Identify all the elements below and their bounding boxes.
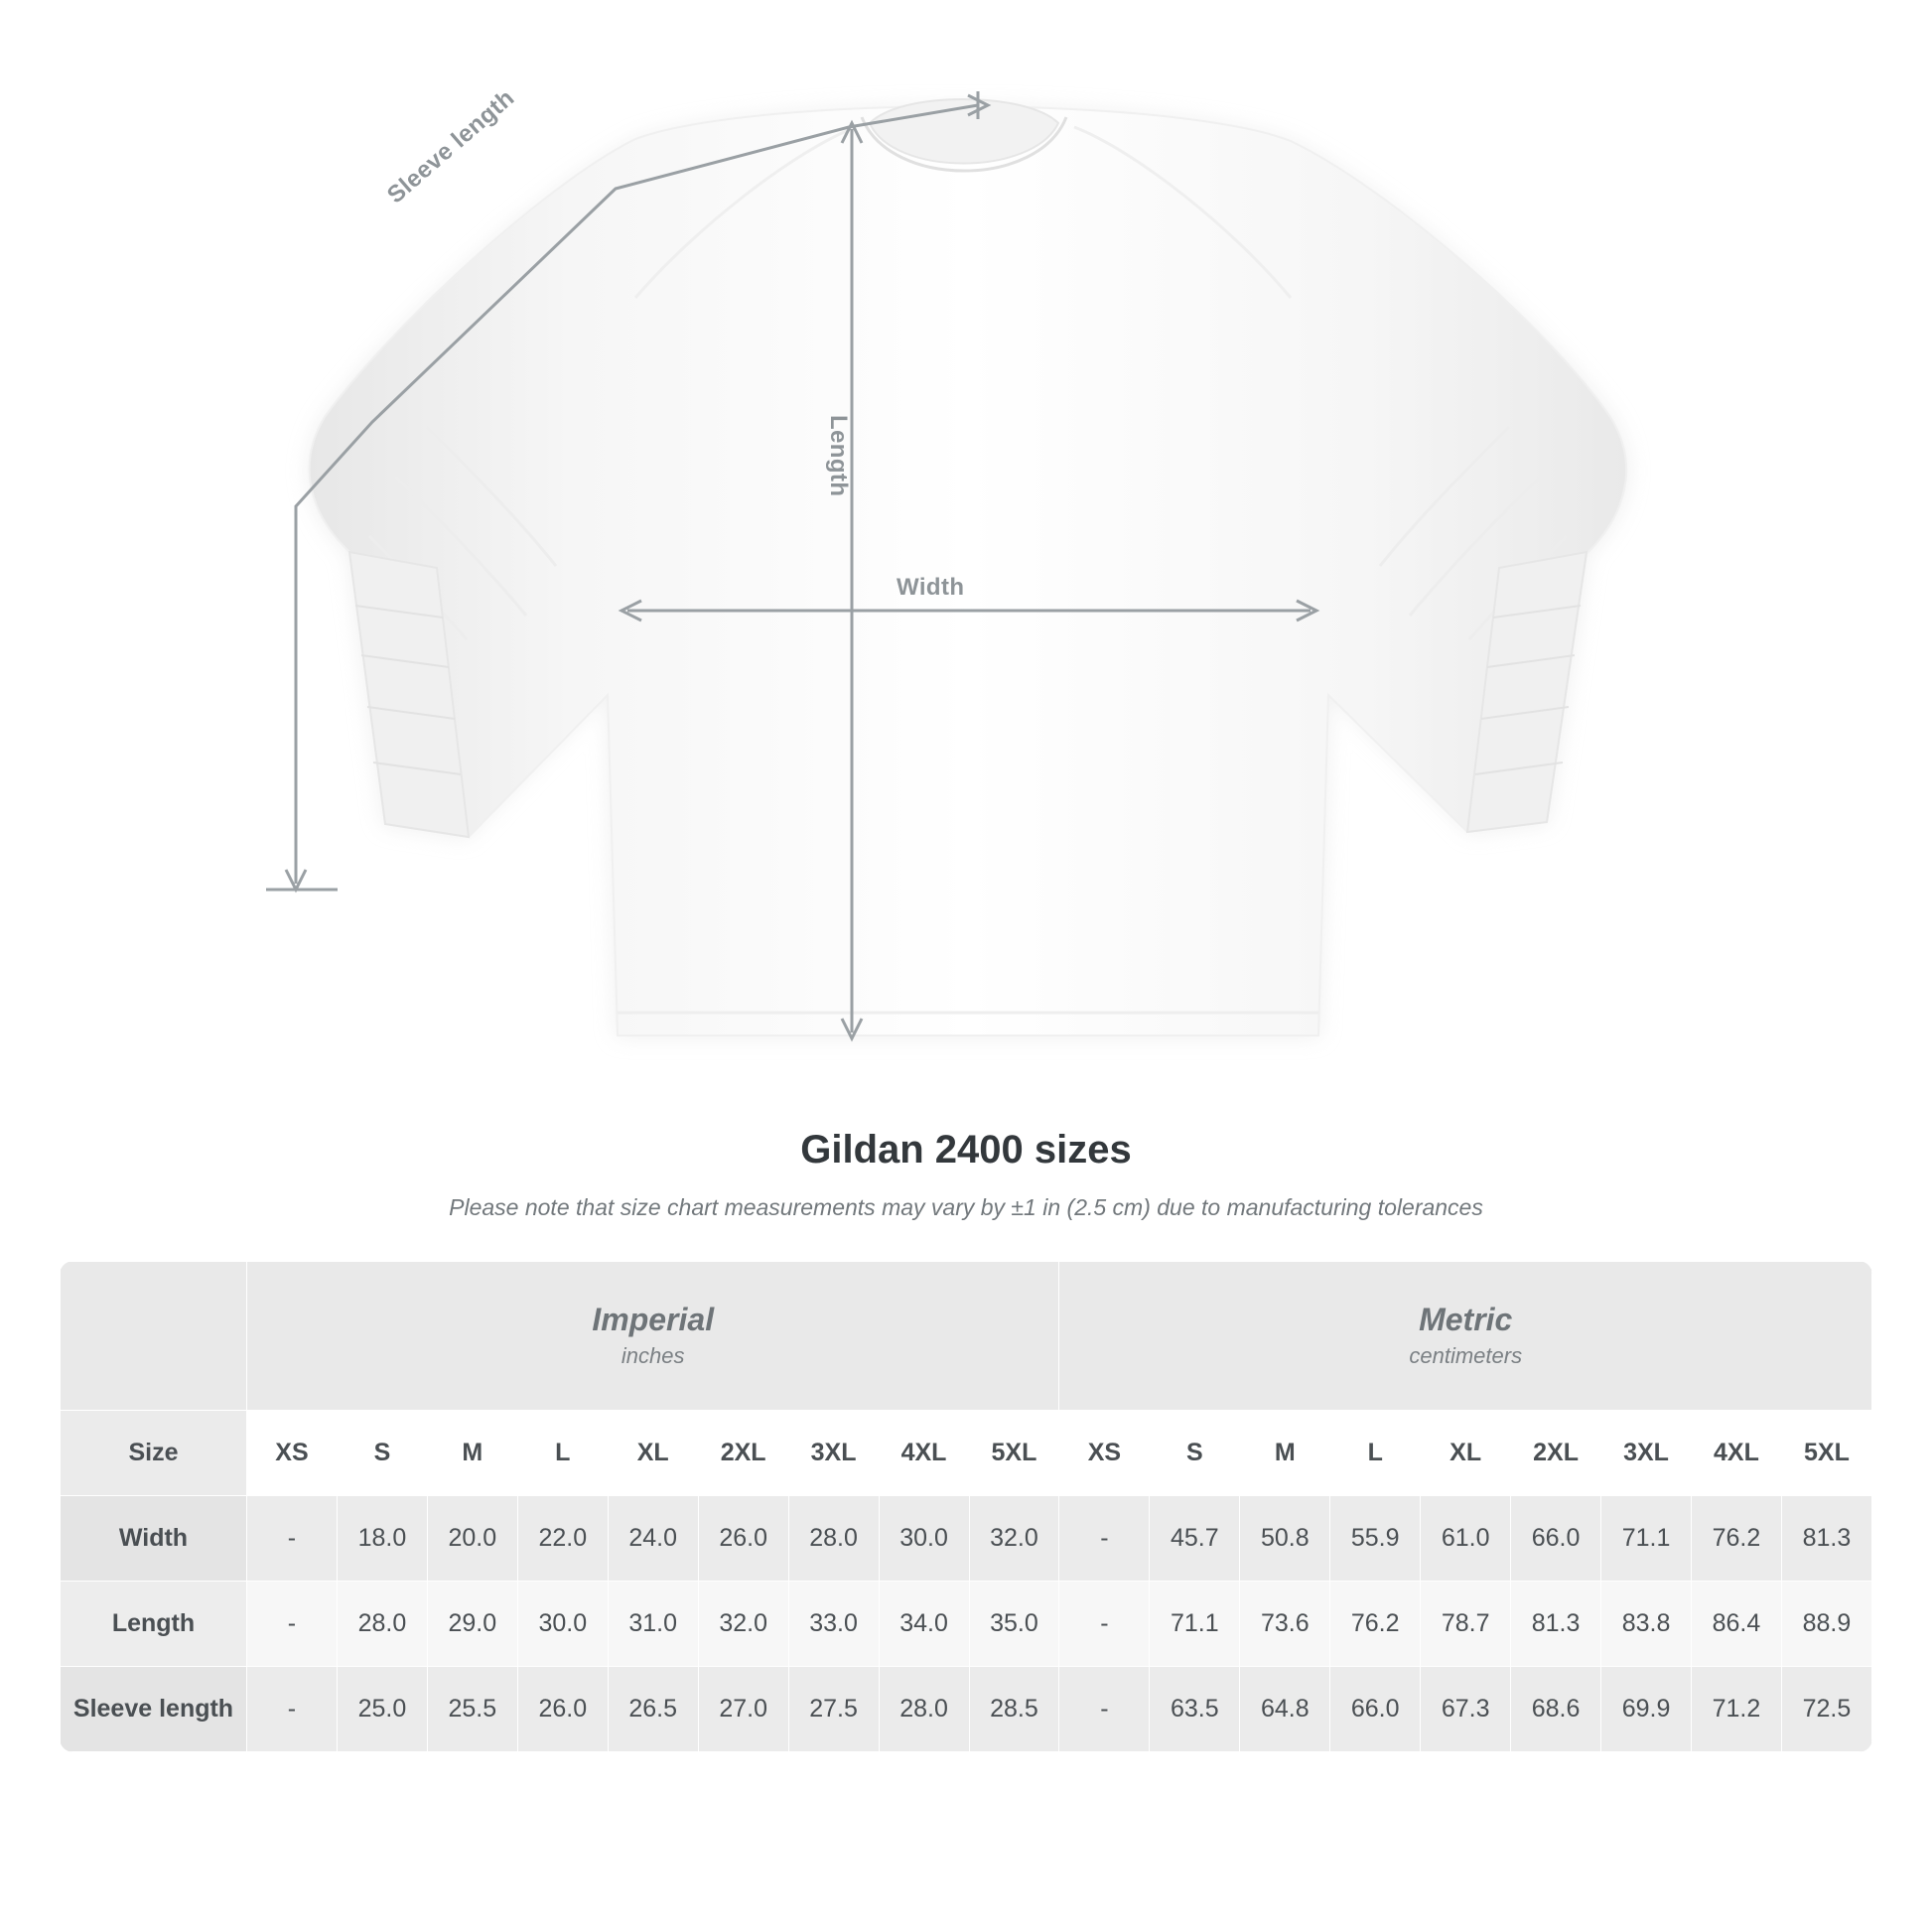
cell-sleeve-imperial-2xl: 27.0 xyxy=(698,1667,788,1752)
cell-length-imperial-xs: - xyxy=(247,1582,338,1667)
cell-width-imperial-s: 18.0 xyxy=(337,1496,427,1582)
size-header-row xyxy=(61,1411,1872,1496)
page-title: Gildan 2400 sizes xyxy=(800,1128,1132,1172)
size-header-metric-xs: XS xyxy=(1059,1411,1150,1496)
unit-name-imperial: Imperial xyxy=(592,1302,715,1337)
size-header-metric-2xl: 2XL xyxy=(1511,1411,1601,1496)
cell-length-imperial-5xl: 35.0 xyxy=(969,1582,1059,1667)
cell-width-metric-3xl: 71.1 xyxy=(1601,1496,1692,1582)
table-row xyxy=(61,1667,1872,1752)
cell-sleeve-imperial-xl: 26.5 xyxy=(608,1667,698,1752)
size-header-metric-l: L xyxy=(1330,1411,1421,1496)
cell-sleeve-metric-l: 66.0 xyxy=(1330,1667,1421,1752)
cell-width-metric-l: 55.9 xyxy=(1330,1496,1421,1582)
cell-length-metric-5xl: 88.9 xyxy=(1781,1582,1871,1667)
corner-cell xyxy=(61,1262,247,1411)
cell-width-metric-m: 50.8 xyxy=(1240,1496,1330,1582)
size-header-imperial-xl: XL xyxy=(608,1411,698,1496)
cell-sleeve-metric-2xl: 68.6 xyxy=(1511,1667,1601,1752)
cell-sleeve-metric-s: 63.5 xyxy=(1150,1667,1240,1752)
cell-sleeve-metric-m: 64.8 xyxy=(1240,1667,1330,1752)
cell-width-metric-xs: - xyxy=(1059,1496,1150,1582)
cell-length-imperial-s: 28.0 xyxy=(337,1582,427,1667)
size-header-imperial-xs: XS xyxy=(247,1411,338,1496)
cell-width-metric-5xl: 81.3 xyxy=(1781,1496,1871,1582)
cell-sleeve-metric-5xl: 72.5 xyxy=(1781,1667,1871,1752)
cell-width-imperial-2xl: 26.0 xyxy=(698,1496,788,1582)
cell-length-metric-4xl: 86.4 xyxy=(1692,1582,1782,1667)
cell-width-metric-xl: 61.0 xyxy=(1421,1496,1511,1582)
cell-width-metric-4xl: 76.2 xyxy=(1692,1496,1782,1582)
cell-length-imperial-m: 29.0 xyxy=(427,1582,517,1667)
size-row-label: Size xyxy=(61,1411,247,1496)
unit-header-row xyxy=(61,1262,1872,1411)
cell-width-imperial-m: 20.0 xyxy=(427,1496,517,1582)
cell-length-metric-l: 76.2 xyxy=(1330,1582,1421,1667)
cell-width-imperial-3xl: 28.0 xyxy=(788,1496,879,1582)
cell-length-metric-xl: 78.7 xyxy=(1421,1582,1511,1667)
cell-width-metric-s: 45.7 xyxy=(1150,1496,1240,1582)
cell-length-metric-m: 73.6 xyxy=(1240,1582,1330,1667)
size-header-imperial-2xl: 2XL xyxy=(698,1411,788,1496)
cell-sleeve-imperial-m: 25.5 xyxy=(427,1667,517,1752)
cell-length-imperial-3xl: 33.0 xyxy=(788,1582,879,1667)
width-dimension-label: Width xyxy=(897,574,965,601)
cell-sleeve-imperial-s: 25.0 xyxy=(337,1667,427,1752)
cell-width-imperial-xl: 24.0 xyxy=(608,1496,698,1582)
size-header-imperial-5xl: 5XL xyxy=(969,1411,1059,1496)
size-table-wrapper xyxy=(60,1261,1872,1752)
size-header-metric-4xl: 4XL xyxy=(1692,1411,1782,1496)
cell-length-imperial-l: 30.0 xyxy=(517,1582,608,1667)
size-header-metric-5xl: 5XL xyxy=(1781,1411,1871,1496)
unit-name-metric: Metric xyxy=(1419,1302,1513,1337)
cell-length-imperial-2xl: 32.0 xyxy=(698,1582,788,1667)
sleeve-length-dimension-label: Sleeve length xyxy=(382,84,520,209)
size-table xyxy=(60,1261,1872,1752)
cell-length-metric-2xl: 81.3 xyxy=(1511,1582,1601,1667)
cell-length-imperial-xl: 31.0 xyxy=(608,1582,698,1667)
cell-sleeve-imperial-l: 26.0 xyxy=(517,1667,608,1752)
table-row xyxy=(61,1496,1872,1582)
size-header-metric-3xl: 3XL xyxy=(1601,1411,1692,1496)
size-header-imperial-3xl: 3XL xyxy=(788,1411,879,1496)
cell-width-metric-2xl: 66.0 xyxy=(1511,1496,1601,1582)
row-label-sleeve-length: Sleeve length xyxy=(61,1667,247,1752)
shirt-body xyxy=(310,106,1627,1035)
cell-sleeve-metric-3xl: 69.9 xyxy=(1601,1667,1692,1752)
title-block xyxy=(0,1128,1932,1221)
cell-length-metric-xs: - xyxy=(1059,1582,1150,1667)
size-header-metric-m: M xyxy=(1240,1411,1330,1496)
unit-sub-imperial: inches xyxy=(621,1343,685,1368)
cell-width-imperial-l: 22.0 xyxy=(517,1496,608,1582)
cell-sleeve-imperial-4xl: 28.0 xyxy=(879,1667,969,1752)
size-header-imperial-4xl: 4XL xyxy=(879,1411,969,1496)
cell-width-imperial-5xl: 32.0 xyxy=(969,1496,1059,1582)
row-label-width: Width xyxy=(61,1496,247,1582)
size-header-metric-xl: XL xyxy=(1421,1411,1511,1496)
cell-width-imperial-4xl: 30.0 xyxy=(879,1496,969,1582)
size-header-imperial-s: S xyxy=(337,1411,427,1496)
tolerance-note: Please note that size chart measurements may vary by ±1 in (2.5 cm) due to manufacturing tolerances xyxy=(449,1194,1483,1220)
length-dimension-label: Length xyxy=(825,415,852,497)
cell-sleeve-imperial-xs: - xyxy=(247,1667,338,1752)
size-header-imperial-l: L xyxy=(517,1411,608,1496)
cell-sleeve-metric-xs: - xyxy=(1059,1667,1150,1752)
cell-length-metric-3xl: 83.8 xyxy=(1601,1582,1692,1667)
cell-length-metric-s: 71.1 xyxy=(1150,1582,1240,1667)
size-header-imperial-m: M xyxy=(427,1411,517,1496)
unit-header-imperial xyxy=(247,1262,1059,1411)
cell-sleeve-imperial-3xl: 27.5 xyxy=(788,1667,879,1752)
unit-sub-metric: centimeters xyxy=(1409,1343,1523,1368)
table-row xyxy=(61,1582,1872,1667)
cell-sleeve-metric-4xl: 71.2 xyxy=(1692,1667,1782,1752)
cell-sleeve-metric-xl: 67.3 xyxy=(1421,1667,1511,1752)
size-header-metric-s: S xyxy=(1150,1411,1240,1496)
cell-width-imperial-xs: - xyxy=(247,1496,338,1582)
cell-length-imperial-4xl: 34.0 xyxy=(879,1582,969,1667)
unit-header-metric xyxy=(1059,1262,1872,1411)
cell-sleeve-imperial-5xl: 28.5 xyxy=(969,1667,1059,1752)
row-label-length: Length xyxy=(61,1582,247,1667)
